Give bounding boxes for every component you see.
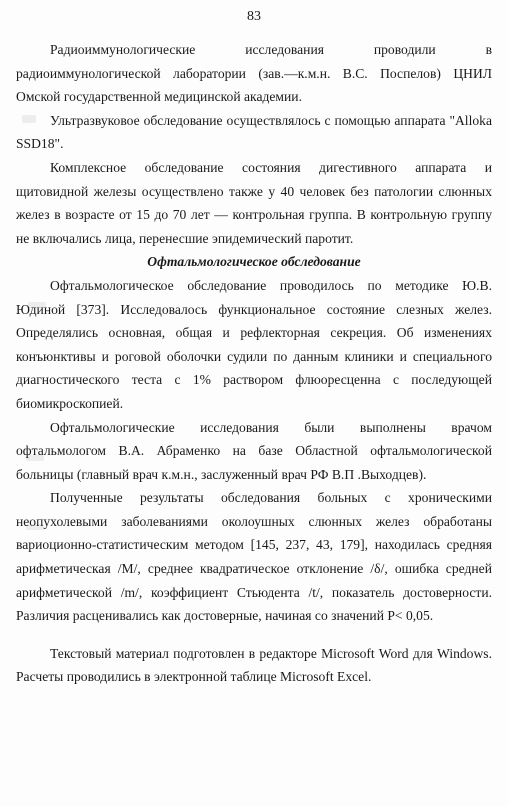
paragraph-control-group: Комплексное обследование состояния дигестивного аппарата и щитовидной железы осуществлено также у 40 человек без патологии слюнных желез в возрасте от 15 до 70 лет — контрольная группа. В контрольную группу не включались лица, перенесшие эпидемический паротит. <box>16 159 492 246</box>
paragraph-ultrasound: Ультразвуковое обследование осуществлялось с помощью аппарата "Alloka SSD18". <box>16 112 492 152</box>
paragraph-ophthalmology-doctor: Офтальмологические исследования были выполнены врачом офтальмологом В.А. Абраменко на базе Областной офтальмологической больницы (главный врач к.м.н., заслуженный врач РФ В.П .Выходцев). <box>16 419 492 482</box>
section-heading-ophthalmology: Офтальмологическое обследование <box>147 254 361 270</box>
page-number: 83 <box>247 9 261 24</box>
paragraph-radioimmunology: Радиоиммунологические исследования проводили в радиоиммунологической лаборатории (зав.—к.м.н. В.С. Поспелов) ЦНИЛ Омской государственной медицинской академии. <box>16 42 492 105</box>
paragraph-statistics: Полученные результаты обследования больных с хроническими неопухолевыми заболеваниями околоушных слюнных желез обработаны вариоционно-статистическим методом [145, 237, 43, 179], находилась средняя арифметическая /М/, среднее квадратическое отклонение /δ/, ошибка средней арифметической /m/, коэффициент Стьюдента /t/, показатель достоверности. Различия расценивались как достоверные, начиная со значений Р< 0,05. <box>16 490 492 624</box>
paragraph-software-note: Текстовый материал подготовлен в редакторе Microsoft Word для Windows. Расчеты проводились в электронной таблице Microsoft Excel. <box>16 645 492 685</box>
paragraph-ophthalmology-method: Офтальмологическое обследование проводилось по методике Ю.В. Юдиной [373]. Исследовалось функциональное состояние слезных желез. Определялись основная, общая и рефлекторная секреция. Об изменениях конъюнктивы и роговой оболочки судили по данным клиники и специального диагностического теста с 1% раствором флюоресценна с последующей биомикроскопией. <box>16 277 492 411</box>
document-body <box>16 38 492 689</box>
